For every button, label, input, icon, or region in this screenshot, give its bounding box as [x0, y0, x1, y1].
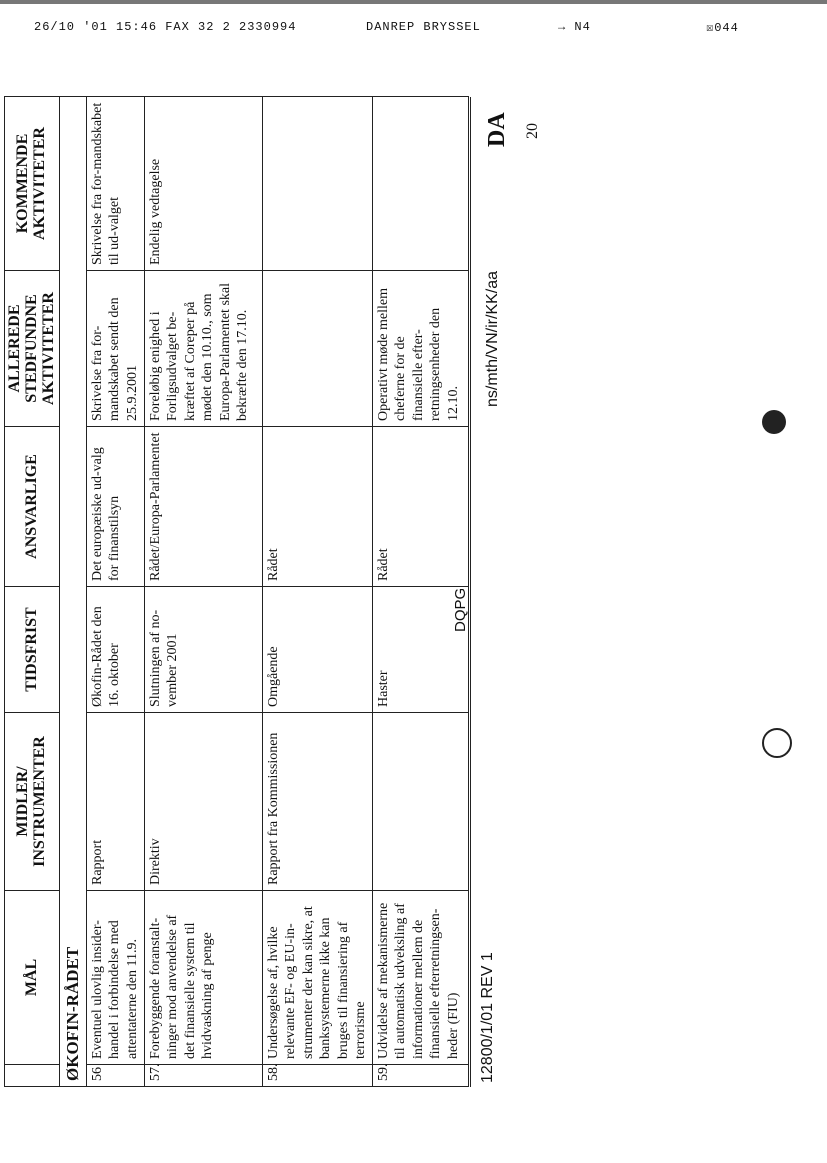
row-num: 56: [86, 1065, 144, 1087]
header-midler: MIDLER/ INSTRUMENTER: [5, 713, 60, 891]
cell-maal: Eventuel ulovlig insider-handel i forbindelse med attentaterne den 11.9.: [86, 891, 144, 1065]
row-num: 59.: [372, 1065, 468, 1087]
fax-sender: DANREP BRYSSEL: [366, 20, 481, 34]
row-num: 57.: [144, 1065, 262, 1087]
header-row: [5, 97, 60, 1087]
cell-allerede: Skrivelse fra for-mandskabet sendt den 25.9.2001: [86, 271, 144, 427]
cell-ansvarlige: Rådet/Europa-Parlamentet: [144, 427, 262, 587]
cell-kommende: [262, 97, 372, 271]
header-kommende: KOMMENDE AKTIVITETER: [5, 97, 60, 271]
header-tidsfrist: TIDSFRIST: [5, 587, 60, 713]
fax-page: ☒044: [706, 21, 739, 35]
header-num: [5, 1065, 60, 1087]
page-number: 20: [524, 123, 541, 139]
fax-datetime: 26/10 '01 15:46 FAX 32 2 2330994: [34, 20, 297, 34]
header-allerede: ALLEREDE STEDFUNDNE AKTIVITETER: [5, 271, 60, 427]
cell-midler: Rapport fra Kommissionen: [262, 713, 372, 891]
cell-midler: [372, 713, 468, 891]
action-table: [4, 96, 469, 1087]
cell-tidsfrist: Haster: [372, 587, 468, 713]
cell-maal: Undersøgelse af, hvilke relevante EF- og EU-in-strumenter der kan sikre, at banksystemerne ikke kan bruges til finansiering af terrorisme: [262, 891, 372, 1065]
fax-top-rule: [0, 0, 827, 4]
cell-tidsfrist: Omgående: [262, 587, 372, 713]
cell-tidsfrist: Økofin-Rådet den 16. oktober: [86, 587, 144, 713]
cell-midler: Rapport: [86, 713, 144, 891]
footer-rule: [470, 97, 471, 1087]
punch-hole-mark: [762, 728, 792, 758]
language-code: DA: [484, 112, 510, 147]
fax-route: → N4: [558, 20, 591, 34]
section-title: ØKOFIN-RÅDET: [60, 97, 86, 1087]
cell-maal: Udvidelse af mekanismerne til automatisk udveksling af informationer mellem de finansielle efterretningsen-heder (FIU): [372, 891, 468, 1065]
cell-midler: Direktiv: [144, 713, 262, 891]
punch-hole-mark: [762, 410, 786, 434]
cell-tidsfrist: Slutningen af no-vember 2001: [144, 587, 262, 713]
cell-ansvarlige: Rådet: [372, 427, 468, 587]
department-code: DQPG: [452, 587, 469, 632]
section-row: [60, 97, 86, 1087]
doc-reference: 12800/1/01 REV 1: [479, 952, 496, 1083]
header-maal: MÅL: [5, 891, 60, 1065]
header-ansvarlige: ANSVARLIGE: [5, 427, 60, 587]
cell-kommende: [372, 97, 468, 271]
author-initials: ns/mth/VN/ir/KK/aa: [484, 270, 501, 407]
cell-allerede: [262, 271, 372, 427]
rotated-page: [4, 97, 544, 1087]
cell-ansvarlige: Rådet: [262, 427, 372, 587]
table-row: [144, 97, 262, 1087]
cell-allerede: Operativt møde mellem cheferne for de finansielle efter-retningsenheder den 12.10.: [372, 271, 468, 427]
table-row: [86, 97, 144, 1087]
cell-allerede: Foreløbig enighed i Forligsudvalget be-kræftet af Coreper på mødet den 10.10., som Europa-Parlamentet skal bekræfte den 17.10.: [144, 271, 262, 427]
row-num: 58.: [262, 1065, 372, 1087]
cell-kommende: Skrivelse fra for-mandskabet til ud-valget: [86, 97, 144, 271]
table-row: [262, 97, 372, 1087]
cell-maal: Forebyggende foranstalt-ninger mod anvendelse af det finansielle system til hvidvaskning af penge: [144, 891, 262, 1065]
cell-ansvarlige: Det europæiske ud-valg for finanstilsyn: [86, 427, 144, 587]
cell-kommende: Endelig vedtagelse: [144, 97, 262, 271]
fax-header: [0, 16, 827, 38]
